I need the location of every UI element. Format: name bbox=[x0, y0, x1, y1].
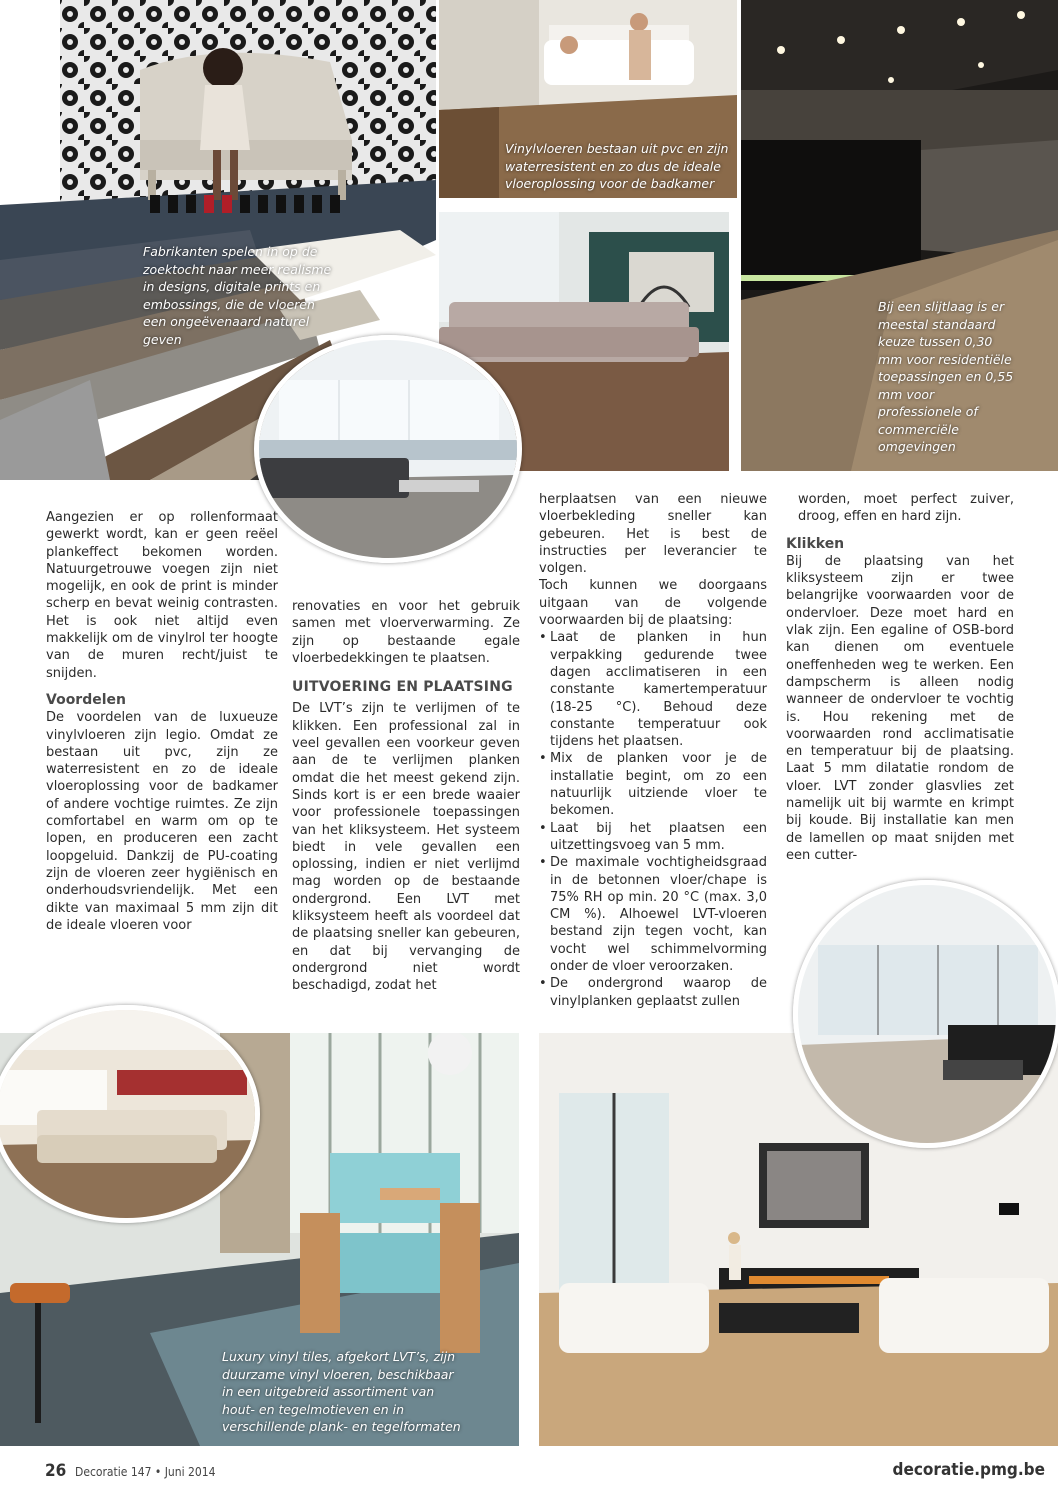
text-column-3 bbox=[539, 491, 767, 1010]
caption-vinyl-badkamer: Vinylvloeren bestaan uit pvc en zijn waterresistent en zo dus de ideale vloeroplossing voor de badkamer bbox=[505, 141, 729, 191]
col1-body: De voordelen van de luxueuze vinylvloeren zijn legio. Omdat ze bestaan uit pvc, zijn ze waterresistent en zo de ideale vloeroplossing voor de badkamer of andere vochtige ruimtes. Ze zijn comfortabel en warm om op te lopen, en produceren een zacht loopgeluid. Dankzij de PU-coating zijn de vloeren zeer hygiënisch en onderhoudsvriendelijk. Met een dikte van maximaal 5 mm zijn dit de ideale vloeren voor bbox=[46, 710, 278, 933]
list-item: • De ondergrond waarop de vinylplanken geplaatst zullen bbox=[539, 975, 767, 1010]
text-column-2 bbox=[292, 598, 520, 995]
col4-body: Bij de plaatsing van het kliksysteem zijn er twee belangrijke voorwaarden voor de ondervloer. Deze moet hard en vlak zijn. Een egaline of OSB-bord kan dienen om eventuele oneffenheden weg te werken. Een dampscherm is alleen nodig wanneer de ondervloer te vochtig is. Hou rekening met de voorwaarden rond acclimatisatie en temperatuur bij de plaatsing. Laat 5 mm dilatatie rondom de vloer. LVT zonder glasvlies zet namelijk uit bij warmte en krimpt bij koude. Bij installatie kan men de lamellen op maat snijden met een cutter- bbox=[786, 553, 1014, 863]
caption-fabrikanten: Fabrikanten spelen in op de zoektocht naar meer realisme in designs, digitale prints en embossings, die de vloeren een ongeëvenaard naturel geven bbox=[143, 244, 332, 347]
photo-circle-living-room bbox=[254, 335, 522, 563]
heading-klikken: Klikken bbox=[786, 535, 845, 552]
caption-slijtlaag: Bij een slijtlaag is er meestal standaard keuze tussen 0,30 mm voor residentiële toepassingen en 0,55 mm voor professionele of commerciële omgevingen bbox=[878, 299, 1014, 454]
placement-conditions-list bbox=[539, 629, 767, 1010]
issue-date: Juni 2014 bbox=[164, 1465, 216, 1479]
col2-body: De LVT’s zijn te verlijmen of te klikken. Een professional zal in veel gevallen een voorkeur geven aan de te verlijmen planken omdat die het meest gekend zijn. Sinds kort is er een brede waaier voor professionele toepassingen van het kliksysteem. Het systeem biedt in vele gevallen een oplossing, indien er niet verlijmd mag worden op de bestaande ondergrond. Een LVT met kliksysteem heeft als voordeel dat de plaatsing sneller kan gebeuren, en dat bij vervanging de ondergrond niet wordt beschadigd, zodat het bbox=[292, 701, 520, 994]
col2-intro: renovaties en voor het gebruik samen met vloerverwarming. Ze zijn op bestaande egale vloerbedekkingen te plaatsen. bbox=[292, 599, 520, 666]
list-item: • Mix de planken voor je de installatie begint, om zo een natuurlijk uitziende vloer te bekomen. bbox=[539, 750, 767, 819]
caption-lvt: Luxury vinyl tiles, afgekort LVT’s, zijn duurzame vinyl vloeren, beschikbaar in een uitgebreid assortiment van hout- en tegelmotieven en in verschillende plank- en tegelformaten bbox=[222, 1349, 461, 1434]
text-column-4 bbox=[786, 491, 1014, 864]
footer bbox=[45, 1459, 1045, 1489]
website-link[interactable]: decoratie.pmg.be bbox=[892, 1460, 1045, 1480]
footer-magazine bbox=[75, 1465, 215, 1479]
col1-intro: Aangezien er op rollenformaat gewerkt wordt, kan er geen reëel plankeffect bekomen worden. Natuurgetrouwe voegen zijn niet mogelijk, en ook de print is minder scherp en bevat weinig contrasten. Het is ook niet altijd even makkelijk om de vinylrol ter hoogte van de muren recht/juist te snijden. bbox=[46, 510, 278, 681]
col4-intro: worden, moet perfect zuiver, droog, effen en hard zijn. bbox=[798, 492, 1014, 525]
list-item: • Laat bij het plaatsen een uitzettingsvoeg van 5 mm. bbox=[539, 820, 767, 855]
heading-voordelen: Voordelen bbox=[46, 691, 126, 708]
magazine-name: Decoratie 147 bbox=[75, 1465, 152, 1479]
photo-circle-modern-living bbox=[793, 880, 1058, 1148]
page-number: 26 bbox=[45, 1461, 67, 1481]
col3-lead: Toch kunnen we doorgaans uitgaan van de volgende voorwaarden bij de plaatsing: bbox=[539, 578, 767, 629]
col3-intro: herplaatsen van een nieuwe vloerbekleding sneller kan gebeuren. Het is best de instructies per leverancier te volgen. bbox=[539, 492, 767, 577]
photo-circle-lounge bbox=[0, 1005, 260, 1223]
list-item: • Laat de planken in hun verpakking gedurende twee dagen acclimatiseren in een constante kamertemperatuur (18-25 °C). Behoud deze constante temperatuur ook tijdens het plaatsen. bbox=[539, 629, 767, 750]
footer-bullet: • bbox=[154, 1465, 162, 1479]
heading-uitvoering-en-plaatsing: UITVOERING EN PLAATSING bbox=[292, 679, 513, 696]
list-item: • De maximale vochtigheidsgraad in de betonnen vloer/chape is 75% RH op min. 20 °C (max. 3,0 CM %). Alhoewel LVT-vloeren bestand zijn tegen vocht, kan vocht wel schimmelvorming onder de vloer veroorzaken. bbox=[539, 854, 767, 975]
text-column-1 bbox=[46, 509, 278, 934]
